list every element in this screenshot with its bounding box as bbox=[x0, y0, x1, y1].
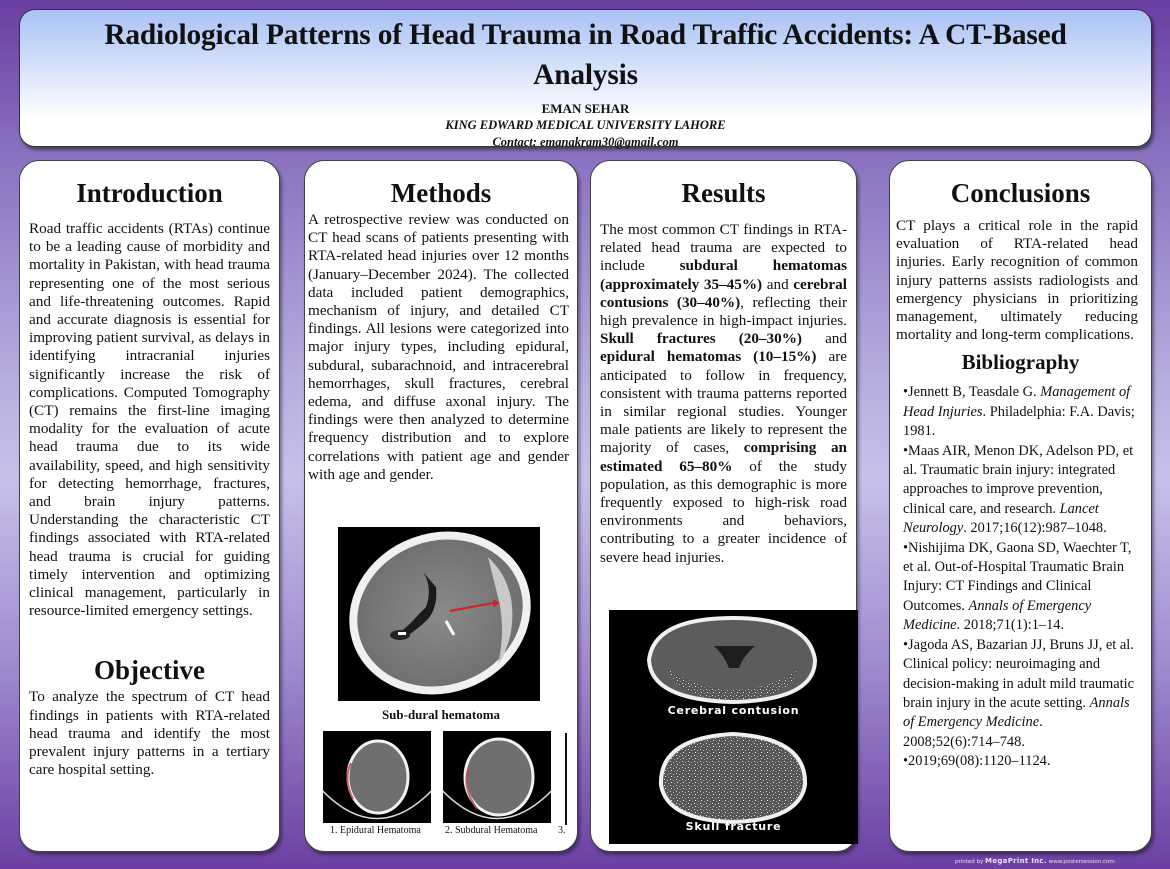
conclusions-text: CT plays a critical role in the rapid evaluation of RTA-related head injuries. Early recognition of common injury patterns assists radiologists and emergency physicians in prioritizing management, ultimately reducing mortality and long-term complications. bbox=[896, 217, 1138, 344]
results-segment: The most common CT findings in RTA-related head trauma are expected to include bbox=[600, 221, 847, 275]
results-panel bbox=[590, 160, 857, 852]
skull-fracture-caption: Skull fracture bbox=[685, 820, 782, 833]
results-highlight: epidural hematomas (10–15%) bbox=[600, 348, 817, 366]
introduction-text: Road traffic accidents (RTAs) continue to be a leading cause of morbidity and mortality in Pakistan, with head trauma representing one of the most serious and life-threatening outcomes. Rapid and accurate diagnosis is essential for improving patient survival, as delays in identifying intracranial injuries significantly increase the risk of complications. Computed Tomography (CT) remains the first-line imaging modality for the evaluation of acute head trauma due to its wide availability, speed, and high sensitivity for detecting hemorrhage, fractures, and brain injury patterns. Understanding the characteristic CT findings associated with RTA-related head trauma is crucial for guiding timely intervention and optimizing clinical management, particularly in resource-limited emergency settings. bbox=[29, 220, 270, 620]
results-text bbox=[591, 221, 856, 567]
ct-image-results bbox=[609, 610, 858, 844]
printed-by-label: printed by bbox=[955, 859, 984, 865]
bibliography-item bbox=[903, 442, 1143, 539]
bibliography-list bbox=[890, 383, 1151, 771]
cerebral-contusion-caption: Cerebral contusion bbox=[667, 704, 800, 717]
results-highlight: subdural hematomas (approximately 35–45%) bbox=[600, 257, 847, 293]
objective-text: To analyze the spectrum of CT head findings in patients with RTA-related head trauma and identify the most prevalent injury patterns in a tertiary care hospital setting. bbox=[29, 688, 270, 779]
results-segment: and bbox=[762, 275, 794, 293]
bib-text: •Jennett B, Teasdale G. bbox=[903, 384, 1041, 401]
methods-panel bbox=[304, 160, 578, 852]
third-caption: 3. bbox=[558, 825, 566, 836]
contact-email: Contact: emanakram30@gmail.com bbox=[492, 135, 679, 149]
methods-heading: Methods bbox=[390, 178, 492, 208]
bib-text: •2019;69(08):1120–1124. bbox=[903, 753, 1051, 770]
bibliography-item bbox=[903, 636, 1143, 752]
objective-heading: Objective bbox=[94, 655, 205, 686]
results-segment: , reflecting their high prevalence in high-impact injuries. bbox=[600, 293, 847, 330]
subdural-caption: 2. Subdural Hematoma bbox=[445, 825, 538, 836]
results-highlight: cerebral contusions (30–40%) bbox=[600, 275, 847, 311]
results-highlight: Skull fractures (20–30%) bbox=[600, 330, 802, 348]
bib-source: Management of Head Injuries bbox=[903, 384, 1131, 420]
bib-source: Lancet Neurology bbox=[903, 500, 1099, 537]
introduction-panel bbox=[19, 160, 280, 852]
results-highlight: comprising an estimated 65–80% bbox=[600, 439, 847, 475]
conclusions-heading: Conclusions bbox=[950, 178, 1091, 208]
subdural-figure-caption: Sub-dural hematoma bbox=[381, 707, 501, 722]
poster-title: Radiological Patterns of Head Trauma in Road Traffic Accidents: A CT-Based Analysis bbox=[104, 18, 1067, 91]
ct-image-epidural bbox=[323, 731, 431, 823]
institution: KING EDWARD MEDICAL UNIVERSITY LAHORE bbox=[445, 118, 726, 132]
ct-image-subdural bbox=[443, 731, 551, 823]
bibliography-item bbox=[903, 383, 1143, 441]
printer-url: www.postersession.com bbox=[1048, 859, 1115, 865]
results-segment: of the study population, as this demographic is more frequently exposed to high-risk road environments and behaviors, contributing to a greater incidence of severe head injuries. bbox=[600, 457, 847, 566]
printer-credit bbox=[955, 857, 1115, 865]
conclusions-panel bbox=[889, 160, 1152, 852]
poster-header bbox=[19, 9, 1152, 147]
bib-details: . 2018;71(1):1–14. bbox=[956, 617, 1065, 634]
bib-source: Annals of Emergency Medicine bbox=[903, 597, 1092, 634]
results-segment: and bbox=[801, 330, 847, 348]
introduction-heading: Introduction bbox=[76, 178, 223, 208]
author-name: EMAN SEHAR bbox=[541, 101, 630, 116]
results-heading: Results bbox=[681, 178, 766, 208]
bib-text: •Nishijima DK, Gaona SD, Waechter T, et al. Out-of-Hospital Traumatic Brain Injury: CT Findings and Clinical Outcomes. bbox=[903, 539, 1132, 614]
bib-source: Annals of Emergency Medicine bbox=[903, 694, 1130, 731]
bib-details: . 2008;52(6):714–748. bbox=[903, 714, 1043, 750]
bib-details: . 2017;16(12):987–1048. bbox=[963, 520, 1107, 537]
bibliography-heading: Bibliography bbox=[961, 350, 1080, 375]
results-segment: are anticipated to follow in frequency, consistent with trauma patterns reported in similar regional studies. Younger male patients are likely to represent the majority of cases, bbox=[600, 348, 847, 457]
bib-text: •Jagoda AS, Bazarian JJ, Bruns JJ, et al. Clinical policy: neuroimaging and decision-making in adult mild traumatic brain injury in the acute setting. bbox=[903, 636, 1134, 711]
ct-image-subdural-hematoma bbox=[338, 527, 540, 701]
bib-details: . Philadelphia: F.A. Davis; 1981. bbox=[903, 403, 1135, 440]
epidural-caption: 1. Epidural Hematoma bbox=[330, 825, 421, 836]
bibliography-item bbox=[903, 539, 1143, 636]
printer-brand: MegaPrint Inc. bbox=[985, 857, 1047, 865]
methods-text: A retrospective review was conducted on CT head scans of patients presenting with RTA-related head injuries over 12 months (January–December 2024). The collected data included patient demographics, mechanism of injury, and detailed CT findings. All lesions were categorized into major injury types, including epidural, subdural, subarachnoid, and intracerebral hemorrhages, skull fractures, cerebral edema, and diffuse axonal injury. The findings were then analyzed to determine frequency distribution and to explore correlations with patient age and gender with age and gender. bbox=[308, 211, 569, 483]
bib-text: •Maas AIR, Menon DK, Adelson PD, et al. Traumatic brain injury: integrated approaches to improve prevention, clinical care, and research. bbox=[903, 442, 1134, 517]
figure-divider bbox=[565, 733, 567, 825]
bibliography-item bbox=[903, 752, 1143, 771]
